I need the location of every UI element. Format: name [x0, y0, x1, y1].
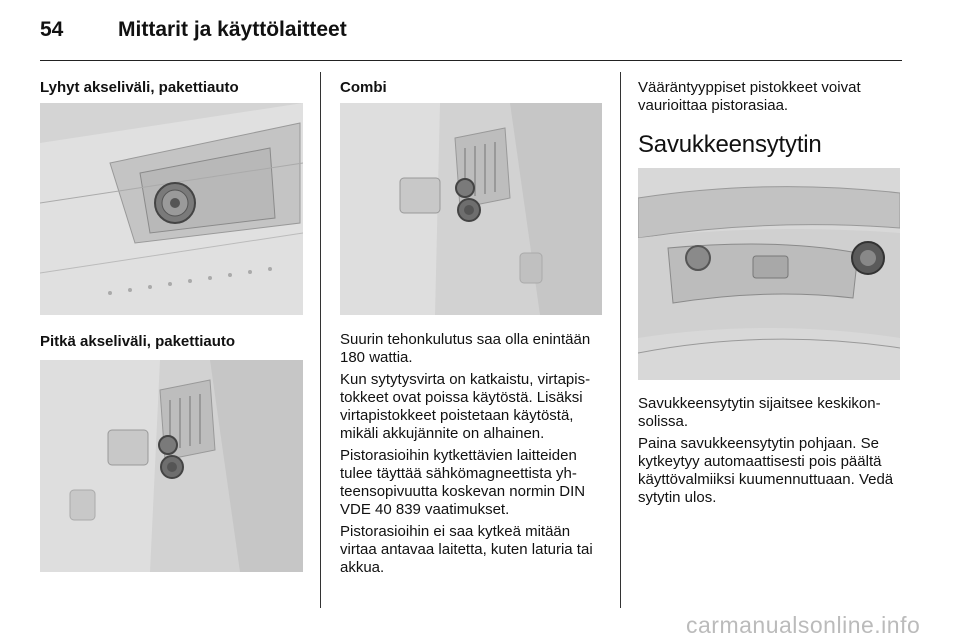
- figure-long-wheelbase-sockets: [40, 360, 303, 572]
- figure-cigarette-lighter: [638, 168, 900, 380]
- combi-body-text: [340, 331, 605, 581]
- header-divider: [40, 60, 902, 61]
- paragraph: Paina savukkeensytytin pohjaan. Se kytkeytyy automaattisesti pois päältä käyttövalmiiksi kuumennuttuaan. Vedä sytytin ulos.: [638, 435, 894, 506]
- column-divider-1: [320, 72, 321, 608]
- paragraph: Pistorasioihin ei saa kytkeä mitään virtaa antavaa laitetta, kuten laturia tai akkua.: [340, 523, 593, 576]
- heading-long-wheelbase: Pitkä akseliväli, pakettiauto: [40, 333, 236, 350]
- plug-warning-text: Vääräntyyppiset pistokkeet voivat vaurioittaa pistorasiaa.: [638, 79, 861, 114]
- figure-combi-sockets: [340, 103, 602, 315]
- section-title-cigarette-lighter: Savukkeensytytin: [638, 131, 822, 158]
- heading-short-wheelbase: Lyhyt akseliväli, pakettiauto: [40, 79, 239, 96]
- page-number: 54: [40, 18, 64, 41]
- figure-short-wheelbase-socket: [40, 103, 303, 315]
- lighter-body-text: [638, 395, 903, 511]
- page-title: Mittarit ja käyttölaitteet: [118, 18, 347, 41]
- paragraph: Kun sytytysvirta on katkaistu, virtapistokkeet ovat poissa käytöstä. Lisäksi virtapistokkeet poistetaan käytöstä, mikäli akkujännite on alhainen.: [340, 371, 591, 442]
- watermark: carmanualsonline.info: [686, 612, 921, 638]
- column-divider-2: [620, 72, 621, 608]
- page-header: [40, 18, 920, 48]
- paragraph: Suurin tehonkulutus saa olla enintään 180 wattia.: [340, 331, 591, 366]
- heading-combi: Combi: [340, 79, 387, 96]
- paragraph: Pistorasioihin kytkettävien laitteiden tulee täyttää sähkömagneettista yhteensopivuutta koskevan normin DIN VDE 40 839 vaatimukset.: [340, 447, 586, 518]
- paragraph: Savukkeensytytin sijaitsee keskikonsolissa.: [638, 395, 881, 430]
